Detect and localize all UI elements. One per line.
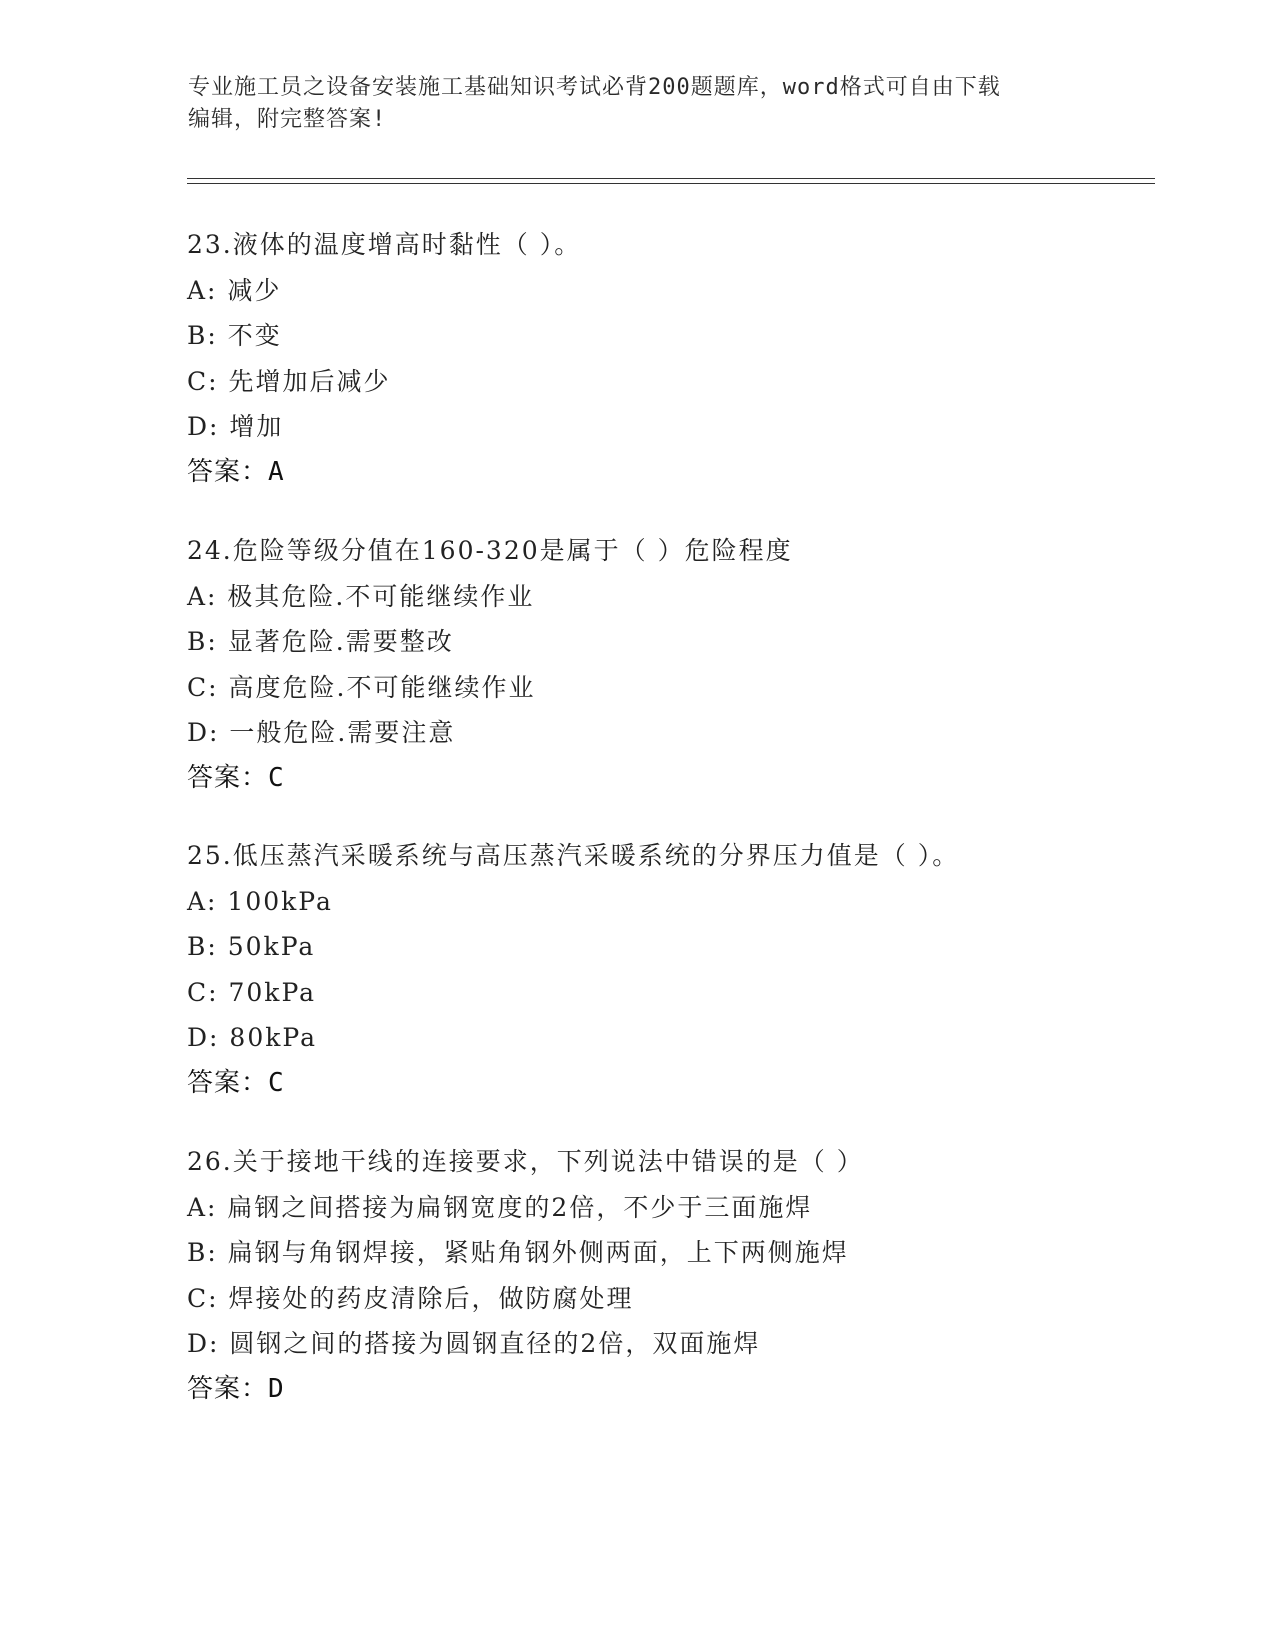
option-b: B: 不变: [187, 321, 282, 350]
header-line-1: 专业施工员之设备安装施工基础知识考试必背200题题库，word格式可自由下载: [188, 75, 1001, 100]
answer-value: A: [268, 456, 285, 487]
option-a: A: 减少: [187, 275, 282, 305]
question-23: [187, 222, 1147, 495]
option-c: C: 70kPa: [187, 977, 317, 1007]
option-d: D: 一般危险.需要注意: [187, 718, 456, 747]
question-stem: 23.液体的温度增高时黏性（ ）。: [187, 230, 582, 259]
option-d: D: 圆钢之间的搭接为圆钢直径的2倍，双面施焊: [187, 1329, 761, 1358]
option-b: B: 扁钢与角钢焊接，紧贴角钢外侧两面，上下两侧施焊: [187, 1238, 849, 1267]
answer-line: [187, 1367, 1147, 1413]
answer-label: 答案：: [187, 1067, 269, 1098]
document-header: [188, 72, 1088, 136]
header-divider-top: [187, 178, 1155, 179]
header-line-2: 编辑，附完整答案!: [188, 107, 387, 132]
option-c: C: 高度危险.不可能继续作业: [187, 672, 536, 702]
answer-line: [187, 450, 1147, 496]
answer-label: 答案：: [187, 762, 269, 793]
answer-label: 答案：: [187, 1373, 269, 1404]
option-a: A: 100kPa: [187, 886, 333, 916]
answer-line: [187, 756, 1147, 802]
answer-value: D: [268, 1373, 285, 1404]
question-24: [187, 528, 1147, 801]
answer-value: C: [268, 762, 285, 793]
question-stem: 24.危险等级分值在160-320是属于（ ）危险程度: [187, 536, 793, 565]
option-a: A: 扁钢之间搭接为扁钢宽度的2倍，不少于三面施焊: [187, 1192, 813, 1222]
option-d: D: 增加: [187, 412, 284, 441]
question-stem: 25.低压蒸汽采暖系统与高压蒸汽采暖系统的分界压力值是（ ）。: [187, 841, 960, 870]
question-26: [187, 1139, 1147, 1412]
option-b: B: 50kPa: [187, 932, 316, 961]
option-a: A: 极其危险.不可能继续作业: [187, 581, 535, 611]
answer-label: 答案：: [187, 456, 269, 487]
option-c: C: 先增加后减少: [187, 366, 391, 396]
answer-value: C: [268, 1067, 285, 1098]
question-stem: 26.关于接地干线的连接要求，下列说法中错误的是（ ）: [187, 1147, 864, 1176]
option-b: B: 显著危险.需要整改: [187, 627, 454, 656]
header-divider-bottom: [187, 183, 1155, 184]
answer-line: [187, 1061, 1147, 1107]
option-d: D: 80kPa: [187, 1023, 317, 1052]
question-25: [187, 833, 1147, 1106]
option-c: C: 焊接处的药皮清除后，做防腐处理: [187, 1283, 634, 1313]
